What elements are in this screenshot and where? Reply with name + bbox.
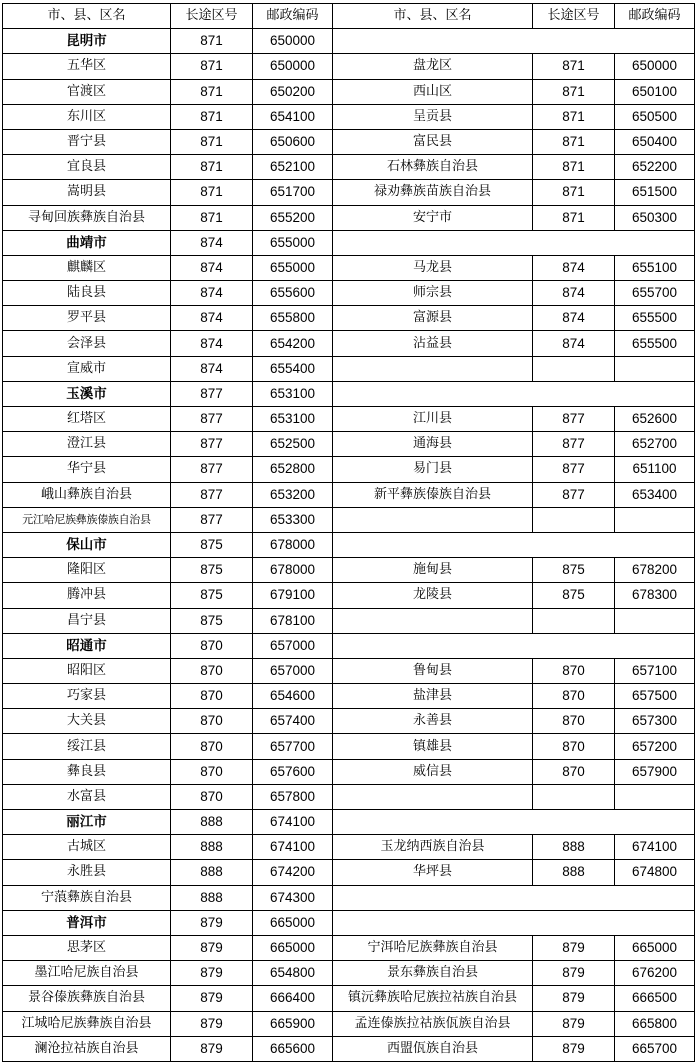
- area-code: 870: [171, 684, 253, 709]
- county-name-2: 禄劝彝族苗族自治县: [333, 180, 533, 205]
- zip-code: 674300: [253, 885, 333, 910]
- table-row: [3, 684, 695, 709]
- zip-code: 674200: [253, 860, 333, 885]
- table-row: [3, 986, 695, 1011]
- zip-code: 654200: [253, 331, 333, 356]
- area-code: 879: [171, 1011, 253, 1036]
- county-name-2: [333, 608, 533, 633]
- table-row: [3, 129, 695, 154]
- zip-code: 654600: [253, 684, 333, 709]
- area-code: 870: [171, 734, 253, 759]
- area-code: 870: [171, 658, 253, 683]
- zip-code-2: [615, 784, 695, 809]
- zip-code-2: [615, 356, 695, 381]
- zip-code: 653200: [253, 482, 333, 507]
- zip-code: 654100: [253, 104, 333, 129]
- header-area-code: 长途区号: [171, 4, 253, 29]
- empty-span: [333, 29, 695, 54]
- area-code: 879: [171, 961, 253, 986]
- zip-code: 650600: [253, 129, 333, 154]
- table-row: [3, 407, 695, 432]
- area-code-2: 871: [533, 205, 615, 230]
- area-code: 877: [171, 407, 253, 432]
- county-name: 澜沧拉祜族自治县: [3, 1036, 171, 1061]
- county-name: 江城哈尼族彝族自治县: [3, 1011, 171, 1036]
- table-row: [3, 935, 695, 960]
- area-code-2: 879: [533, 935, 615, 960]
- area-code-2: 874: [533, 331, 615, 356]
- city-name: 昆明市: [3, 29, 171, 54]
- county-name: 罗平县: [3, 306, 171, 331]
- county-name: 隆阳区: [3, 558, 171, 583]
- city-name: 普洱市: [3, 910, 171, 935]
- county-name: 巧家县: [3, 684, 171, 709]
- area-code: 879: [171, 910, 253, 935]
- county-name-2: 施甸县: [333, 558, 533, 583]
- area-code-2: 871: [533, 79, 615, 104]
- area-code-2: 870: [533, 734, 615, 759]
- zip-code: 650000: [253, 54, 333, 79]
- table-row: [3, 155, 695, 180]
- county-name-2: 宁洱哈尼族彝族自治县: [333, 935, 533, 960]
- area-code: 874: [171, 281, 253, 306]
- zip-code-2: 653400: [615, 482, 695, 507]
- county-name-2: 镇沅彝族哈尼族拉祜族自治县: [333, 986, 533, 1011]
- zip-code-2: 655700: [615, 281, 695, 306]
- county-name: 宣威市: [3, 356, 171, 381]
- county-name-2: 富源县: [333, 306, 533, 331]
- area-code-2: [533, 608, 615, 633]
- zip-code: 653100: [253, 381, 333, 406]
- area-code: 871: [171, 79, 253, 104]
- zip-code-2: 650300: [615, 205, 695, 230]
- county-name: 昌宁县: [3, 608, 171, 633]
- city-name: 保山市: [3, 532, 171, 557]
- zip-code: 653100: [253, 407, 333, 432]
- zip-code-2: 652600: [615, 407, 695, 432]
- area-code: 874: [171, 331, 253, 356]
- zip-code-2: 674800: [615, 860, 695, 885]
- zip-code: 652800: [253, 457, 333, 482]
- city-name: 昭通市: [3, 633, 171, 658]
- table-row: [3, 79, 695, 104]
- table-row: [3, 860, 695, 885]
- zip-code: 652500: [253, 432, 333, 457]
- zip-code: 653300: [253, 507, 333, 532]
- county-name: 峨山彝族自治县: [3, 482, 171, 507]
- area-code-2: 871: [533, 129, 615, 154]
- zip-code-2: 652200: [615, 155, 695, 180]
- county-name-2: 景东彝族自治县: [333, 961, 533, 986]
- county-name-2: 新平彝族傣族自治县: [333, 482, 533, 507]
- area-code-2: 888: [533, 860, 615, 885]
- zip-code-2: 652700: [615, 432, 695, 457]
- header-area-code-2: 长途区号: [533, 4, 615, 29]
- zip-code-2: 657300: [615, 709, 695, 734]
- area-code-2: 877: [533, 432, 615, 457]
- county-name: 晋宁县: [3, 129, 171, 154]
- zip-code-2: 665000: [615, 935, 695, 960]
- zip-code-2: 650500: [615, 104, 695, 129]
- area-code: 871: [171, 29, 253, 54]
- zip-code-2: 678300: [615, 583, 695, 608]
- table-row: [3, 885, 695, 910]
- zip-code-2: [615, 608, 695, 633]
- area-code: 871: [171, 205, 253, 230]
- city-row: [3, 381, 695, 406]
- area-code: 879: [171, 935, 253, 960]
- area-code-2: 877: [533, 457, 615, 482]
- area-code-2: 871: [533, 54, 615, 79]
- zip-code: 651700: [253, 180, 333, 205]
- area-code: 870: [171, 784, 253, 809]
- county-name-2: 石林彝族自治县: [333, 155, 533, 180]
- zip-code: 655000: [253, 255, 333, 280]
- table-row: [3, 457, 695, 482]
- area-code-2: [533, 356, 615, 381]
- header-name-2: 市、县、区名: [333, 4, 533, 29]
- table-row: [3, 104, 695, 129]
- area-code: 879: [171, 1036, 253, 1061]
- county-name: 五华区: [3, 54, 171, 79]
- zip-code: 665000: [253, 910, 333, 935]
- table-row: [3, 180, 695, 205]
- county-name: 腾冲县: [3, 583, 171, 608]
- city-name: 玉溪市: [3, 381, 171, 406]
- county-name-2: 孟连傣族拉祜族佤族自治县: [333, 1011, 533, 1036]
- area-code-2: 877: [533, 482, 615, 507]
- area-code-2: [533, 784, 615, 809]
- area-code: 871: [171, 104, 253, 129]
- header-name: 市、县、区名: [3, 4, 171, 29]
- county-name: 思茅区: [3, 935, 171, 960]
- area-code: 877: [171, 507, 253, 532]
- table-row: [3, 835, 695, 860]
- county-name-2: 威信县: [333, 759, 533, 784]
- zip-code: 652100: [253, 155, 333, 180]
- empty-span: [333, 633, 695, 658]
- zip-code: 678000: [253, 532, 333, 557]
- county-name: 东川区: [3, 104, 171, 129]
- zip-code: 655800: [253, 306, 333, 331]
- county-name-2: 龙陵县: [333, 583, 533, 608]
- table-row: [3, 306, 695, 331]
- city-row: [3, 230, 695, 255]
- area-code: 871: [171, 155, 253, 180]
- empty-span: [333, 230, 695, 255]
- zip-code-2: 665800: [615, 1011, 695, 1036]
- table-row: [3, 608, 695, 633]
- county-name: 大关县: [3, 709, 171, 734]
- area-code: 871: [171, 129, 253, 154]
- county-name-2: 玉龙纳西族自治县: [333, 835, 533, 860]
- zip-code: 665000: [253, 935, 333, 960]
- county-name: 嵩明县: [3, 180, 171, 205]
- county-name-2: 通海县: [333, 432, 533, 457]
- area-code-2: 874: [533, 306, 615, 331]
- zip-code: 679100: [253, 583, 333, 608]
- county-name: 水富县: [3, 784, 171, 809]
- county-name: 会泽县: [3, 331, 171, 356]
- county-name-2: 鲁甸县: [333, 658, 533, 683]
- area-code-2: 875: [533, 583, 615, 608]
- county-name-2: 盐津县: [333, 684, 533, 709]
- county-name: 麒麟区: [3, 255, 171, 280]
- table-row: [3, 734, 695, 759]
- area-code: 875: [171, 532, 253, 557]
- area-code: 870: [171, 709, 253, 734]
- area-code-2: 879: [533, 986, 615, 1011]
- zip-code-2: [615, 507, 695, 532]
- area-code: 875: [171, 558, 253, 583]
- city-name: 丽江市: [3, 810, 171, 835]
- area-code-2: 870: [533, 658, 615, 683]
- county-name-2: 镇雄县: [333, 734, 533, 759]
- area-code-2: 879: [533, 1011, 615, 1036]
- zip-code: 665900: [253, 1011, 333, 1036]
- zip-code: 657600: [253, 759, 333, 784]
- area-code: 888: [171, 810, 253, 835]
- area-code-2: 879: [533, 1036, 615, 1061]
- zip-code-2: 676200: [615, 961, 695, 986]
- county-name-2: 易门县: [333, 457, 533, 482]
- zip-code-2: 655500: [615, 306, 695, 331]
- county-name-2: 安宁市: [333, 205, 533, 230]
- zip-code-2: 665700: [615, 1036, 695, 1061]
- area-code-2: 879: [533, 961, 615, 986]
- zip-code: 678100: [253, 608, 333, 633]
- area-code: 888: [171, 835, 253, 860]
- area-code: 874: [171, 230, 253, 255]
- zip-code-2: 651500: [615, 180, 695, 205]
- table-row: [3, 784, 695, 809]
- area-code: 870: [171, 759, 253, 784]
- area-code: 877: [171, 457, 253, 482]
- empty-span: [333, 532, 695, 557]
- zip-code-2: 657100: [615, 658, 695, 683]
- empty-span: [333, 381, 695, 406]
- county-name-2: 西盟佤族自治县: [333, 1036, 533, 1061]
- zip-code-2: 650400: [615, 129, 695, 154]
- zip-code-2: 674100: [615, 835, 695, 860]
- city-row: [3, 532, 695, 557]
- area-code: 871: [171, 54, 253, 79]
- city-row: [3, 810, 695, 835]
- county-name: 宜良县: [3, 155, 171, 180]
- area-code: 888: [171, 885, 253, 910]
- area-code: 875: [171, 608, 253, 633]
- zip-code-2: 651100: [615, 457, 695, 482]
- area-code-2: 875: [533, 558, 615, 583]
- zip-code: 650000: [253, 29, 333, 54]
- area-code-2: 888: [533, 835, 615, 860]
- area-code-2: 871: [533, 155, 615, 180]
- header-row: [3, 4, 695, 29]
- county-name: 古城区: [3, 835, 171, 860]
- zip-code-2: 657900: [615, 759, 695, 784]
- county-name-2: [333, 784, 533, 809]
- zip-code-2: 666500: [615, 986, 695, 1011]
- table-row: [3, 1036, 695, 1061]
- area-code: 877: [171, 381, 253, 406]
- table-row: [3, 281, 695, 306]
- table-row: [3, 54, 695, 79]
- area-code: 879: [171, 986, 253, 1011]
- area-code-2: 870: [533, 684, 615, 709]
- county-name-2: 华坪县: [333, 860, 533, 885]
- zip-code-2: 650100: [615, 79, 695, 104]
- zip-code: 657000: [253, 633, 333, 658]
- table-row: [3, 658, 695, 683]
- zip-code: 657400: [253, 709, 333, 734]
- county-name: 绥江县: [3, 734, 171, 759]
- table-row: [3, 583, 695, 608]
- county-name: 昭阳区: [3, 658, 171, 683]
- county-name: 元江哈尼族彝族傣族自治县: [3, 507, 171, 532]
- table-row: [3, 356, 695, 381]
- zip-code: 678000: [253, 558, 333, 583]
- county-name: 华宁县: [3, 457, 171, 482]
- county-name: 宁蒗彝族自治县: [3, 885, 171, 910]
- area-code: 877: [171, 432, 253, 457]
- county-name: 寻甸回族彝族自治县: [3, 205, 171, 230]
- county-name: 红塔区: [3, 407, 171, 432]
- area-code: 875: [171, 583, 253, 608]
- zip-code: 657700: [253, 734, 333, 759]
- zip-code-2: 655500: [615, 331, 695, 356]
- zip-code: 655600: [253, 281, 333, 306]
- area-code: 888: [171, 860, 253, 885]
- empty-span: [333, 885, 695, 910]
- table-row: [3, 482, 695, 507]
- zip-code-2: 678200: [615, 558, 695, 583]
- county-name-2: 盘龙区: [333, 54, 533, 79]
- county-name-2: [333, 356, 533, 381]
- county-name-2: 富民县: [333, 129, 533, 154]
- county-name: 澄江县: [3, 432, 171, 457]
- county-name-2: [333, 507, 533, 532]
- area-code-2: 871: [533, 180, 615, 205]
- city-row: [3, 910, 695, 935]
- zip-code: 657000: [253, 658, 333, 683]
- area-code: 874: [171, 255, 253, 280]
- table-row: [3, 709, 695, 734]
- zip-code: 655400: [253, 356, 333, 381]
- table-row: [3, 507, 695, 532]
- zip-code: 655000: [253, 230, 333, 255]
- zip-code: 654800: [253, 961, 333, 986]
- empty-span: [333, 810, 695, 835]
- area-code: 871: [171, 180, 253, 205]
- header-zip: 邮政编码: [253, 4, 333, 29]
- area-code: 874: [171, 356, 253, 381]
- county-name-2: 永善县: [333, 709, 533, 734]
- empty-span: [333, 910, 695, 935]
- area-code-2: 870: [533, 759, 615, 784]
- zip-code: 674100: [253, 835, 333, 860]
- zip-code-2: 657500: [615, 684, 695, 709]
- area-code: 874: [171, 306, 253, 331]
- area-code-2: 870: [533, 709, 615, 734]
- area-code: 877: [171, 482, 253, 507]
- area-code: 870: [171, 633, 253, 658]
- county-name-2: 西山区: [333, 79, 533, 104]
- area-code-2: 874: [533, 281, 615, 306]
- postal-code-table: [2, 3, 695, 1062]
- zip-code: 665600: [253, 1036, 333, 1061]
- area-code-2: [533, 507, 615, 532]
- county-name: 官渡区: [3, 79, 171, 104]
- table-row: [3, 961, 695, 986]
- city-row: [3, 633, 695, 658]
- area-code-2: 871: [533, 104, 615, 129]
- county-name-2: 师宗县: [333, 281, 533, 306]
- county-name-2: 马龙县: [333, 255, 533, 280]
- county-name-2: 沾益县: [333, 331, 533, 356]
- city-row: [3, 29, 695, 54]
- area-code-2: 877: [533, 407, 615, 432]
- county-name: 彝良县: [3, 759, 171, 784]
- county-name: 陆良县: [3, 281, 171, 306]
- zip-code: 674100: [253, 810, 333, 835]
- table-body: [3, 4, 695, 1062]
- zip-code-2: 657200: [615, 734, 695, 759]
- header-zip-2: 邮政编码: [615, 4, 695, 29]
- zip-code-2: 655100: [615, 255, 695, 280]
- table-row: [3, 759, 695, 784]
- county-name: 景谷傣族彝族自治县: [3, 986, 171, 1011]
- table-row: [3, 255, 695, 280]
- county-name-2: 呈贡县: [333, 104, 533, 129]
- county-name: 永胜县: [3, 860, 171, 885]
- county-name-2: 江川县: [333, 407, 533, 432]
- table-row: [3, 558, 695, 583]
- table-row: [3, 1011, 695, 1036]
- zip-code: 650200: [253, 79, 333, 104]
- zip-code-2: 650000: [615, 54, 695, 79]
- table-row: [3, 331, 695, 356]
- city-name: 曲靖市: [3, 230, 171, 255]
- county-name: 墨江哈尼族自治县: [3, 961, 171, 986]
- zip-code: 666400: [253, 986, 333, 1011]
- zip-code: 655200: [253, 205, 333, 230]
- zip-code: 657800: [253, 784, 333, 809]
- table-row: [3, 205, 695, 230]
- area-code-2: 874: [533, 255, 615, 280]
- table-row: [3, 432, 695, 457]
